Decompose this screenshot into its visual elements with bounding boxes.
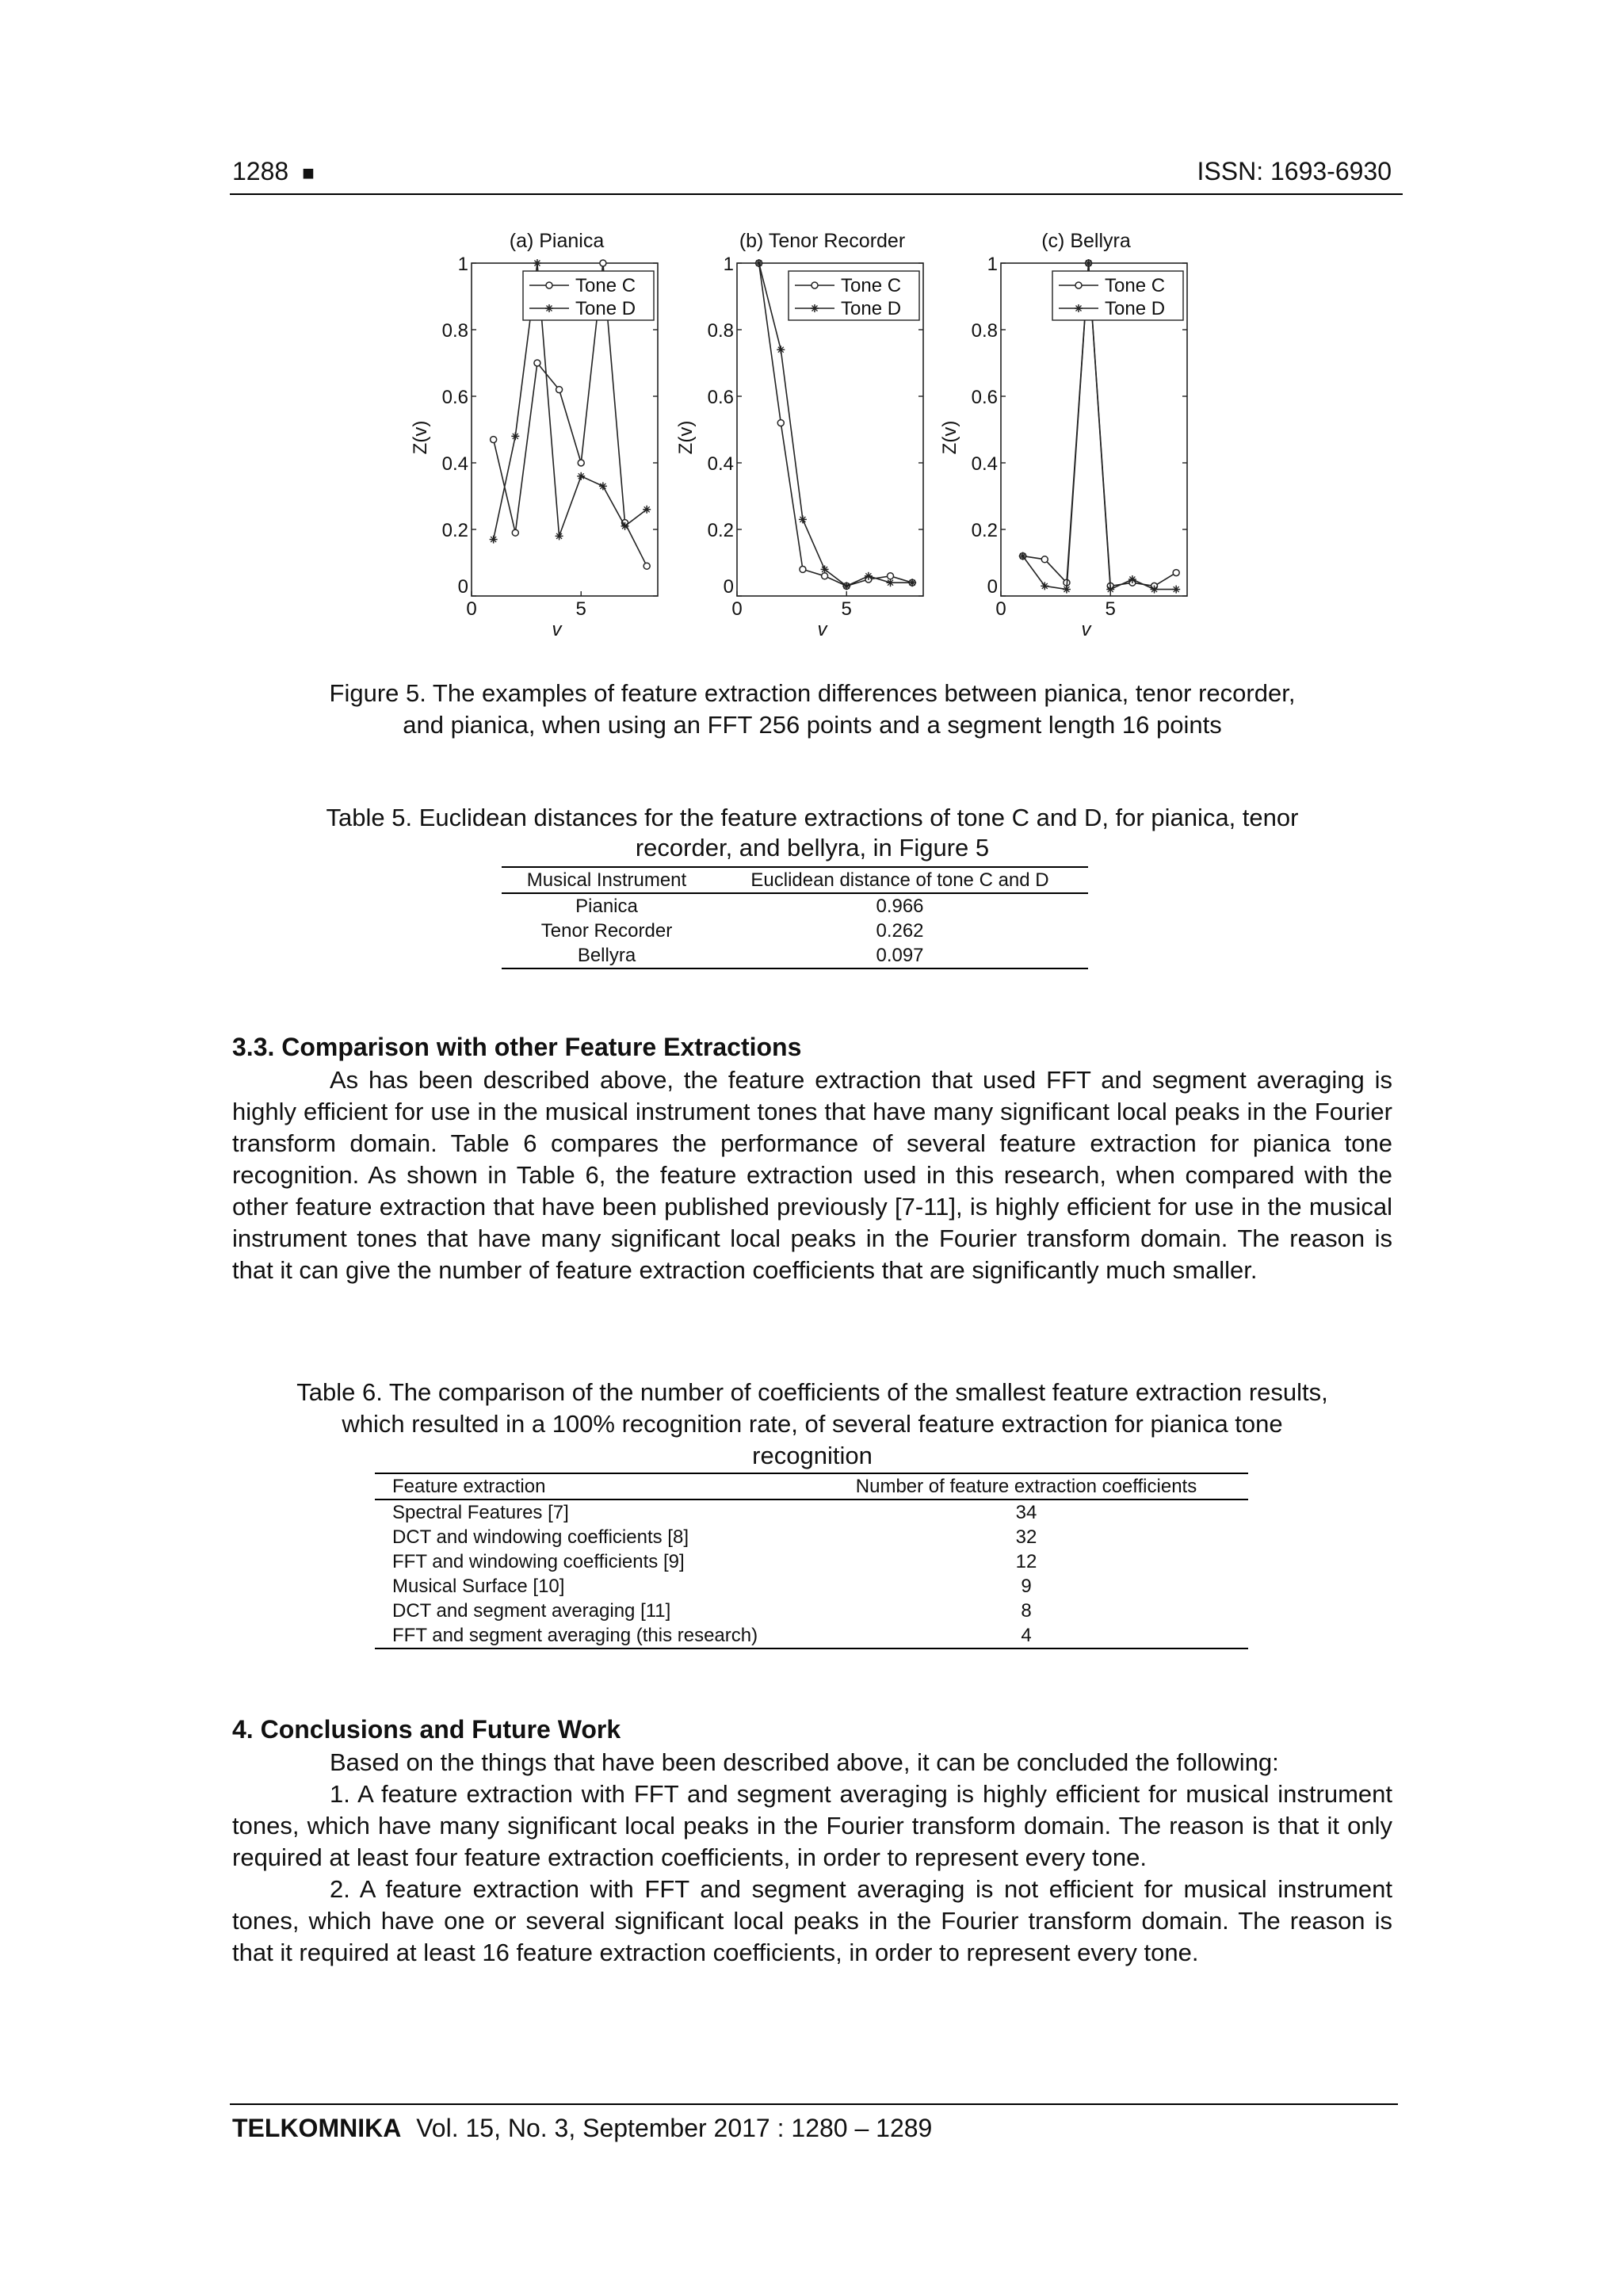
header-square-icon: ■ bbox=[302, 161, 315, 185]
table-row bbox=[502, 919, 1088, 943]
y-tick-label: 0 bbox=[457, 576, 468, 598]
data-point bbox=[533, 259, 541, 267]
chart-title: (a) Pianica bbox=[509, 230, 605, 252]
conclusion-item-2: 2. A feature extraction with FFT and segment averaging is not efficient for musical instrument tones, which have one or several significant local peaks in the Fourier transform domain. The reason is that it required at least 16 feature extraction coefficients, in order to represent every tone. bbox=[232, 1875, 1392, 1966]
y-tick-label: 0.6 bbox=[707, 387, 734, 408]
legend-label: Tone D bbox=[575, 298, 636, 319]
table-cell: 34 bbox=[1015, 1502, 1037, 1523]
y-tick-label: 0.8 bbox=[971, 320, 998, 342]
chart-svg bbox=[941, 226, 1203, 654]
footer-citation: Vol. 15, No. 3, September 2017 : 1280 – 1289 bbox=[416, 2114, 933, 2142]
data-point bbox=[1041, 556, 1048, 563]
data-point bbox=[1172, 586, 1180, 594]
y-axis-label: Z(v) bbox=[939, 420, 960, 455]
x-tick-label: 5 bbox=[1105, 598, 1116, 620]
table-6 bbox=[375, 1473, 1248, 1649]
x-axis-label: v bbox=[1081, 619, 1091, 640]
data-point bbox=[491, 437, 497, 443]
table-row bbox=[502, 943, 1088, 968]
issn: ISSN: 1693-6930 bbox=[1197, 157, 1392, 185]
data-point bbox=[556, 532, 563, 540]
table-row bbox=[375, 1549, 1248, 1574]
x-tick-label: 0 bbox=[731, 598, 743, 620]
y-tick-label: 1 bbox=[457, 254, 468, 275]
chart-svg bbox=[675, 226, 939, 654]
data-point bbox=[799, 515, 807, 523]
x-axis-label: v bbox=[552, 619, 562, 640]
table-header: Number of feature extraction coefficients bbox=[855, 1476, 1197, 1497]
y-tick-label: 0.4 bbox=[441, 453, 468, 475]
legend-label: Tone D bbox=[841, 298, 902, 319]
footer bbox=[232, 2114, 932, 2143]
data-point bbox=[777, 420, 784, 426]
y-tick-label: 0.6 bbox=[441, 387, 468, 408]
y-tick-label: 0.2 bbox=[441, 520, 468, 541]
table-5-caption: Table 5. Euclidean distances for the feature extractions of tone C and D, for pianica, tenor recorder, and bellyra, in Figure 5 bbox=[326, 804, 1299, 861]
y-tick-label: 1 bbox=[723, 254, 734, 275]
table-row bbox=[375, 1623, 1248, 1648]
table-cell: 0.097 bbox=[876, 945, 924, 966]
chart-pianica bbox=[412, 226, 674, 658]
legend bbox=[1052, 271, 1183, 320]
legend-label: Tone C bbox=[575, 275, 636, 296]
table-cell: DCT and segment averaging [11] bbox=[392, 1600, 671, 1622]
header-rule bbox=[230, 193, 1403, 195]
data-point bbox=[643, 506, 651, 514]
data-point bbox=[490, 536, 498, 544]
section-3-3-heading: 3.3. Comparison with other Feature Extractions bbox=[232, 1033, 802, 1061]
y-tick-label: 0.4 bbox=[971, 453, 998, 475]
data-point bbox=[556, 387, 563, 393]
x-tick-label: 0 bbox=[995, 598, 1006, 620]
page-number: 1288 ■ bbox=[232, 157, 315, 185]
data-point bbox=[577, 472, 585, 480]
chart-title: (b) Tenor Recorder bbox=[739, 230, 906, 252]
table-header-row bbox=[375, 1473, 1248, 1499]
table-header: Feature extraction bbox=[392, 1476, 546, 1497]
chart-tenor-recorder bbox=[675, 226, 939, 658]
legend-label: Tone C bbox=[1105, 275, 1166, 296]
legend bbox=[523, 271, 654, 320]
chart-title: (c) Bellyra bbox=[1041, 230, 1131, 252]
section-3-3-body: As has been described above, the feature extraction that used FFT and segment averaging is highly efficient for use in the musical instrument tones that have many significant local peaks in the Fourier transform domain. Table 6 compares the performance of several feature extraction for pianica tone recognition. As shown in Table 6, the feature extraction used in this research, when compared with the other feature extraction that have been published previously [7-11], is highly efficient for use in the musical instrument tones that have many significant local peaks in the Fourier transform domain. The reason is that it can give the number of feature extraction coefficients that are significantly much smaller. bbox=[232, 1066, 1392, 1284]
table-cell: Spectral Features [7] bbox=[392, 1502, 569, 1523]
table-cell: 32 bbox=[1015, 1526, 1037, 1548]
figure-5 bbox=[412, 226, 1228, 654]
data-point bbox=[1063, 586, 1071, 594]
legend-marker bbox=[546, 282, 552, 288]
y-tick-label: 0.8 bbox=[441, 320, 468, 342]
table-cell: 4 bbox=[1021, 1625, 1032, 1646]
y-axis-label: Z(v) bbox=[410, 420, 431, 455]
table-6-caption: Table 6. The comparison of the number of coefficients of the smallest feature extraction results, which resulted in a 100% recognition rate, of several feature extraction for pianica tone recognition bbox=[296, 1378, 1328, 1469]
data-point bbox=[512, 529, 518, 536]
table-cell: FFT and segment averaging (this research) bbox=[392, 1625, 758, 1646]
section-4-intro: Based on the things that have been described above, it can be concluded the following: bbox=[330, 1748, 1279, 1776]
y-tick-label: 0.8 bbox=[707, 320, 734, 342]
y-tick-label: 0.2 bbox=[971, 520, 998, 541]
table-row bbox=[375, 1574, 1248, 1599]
figure-5-caption: Figure 5. The examples of feature extraction differences between pianica, tenor recorder, and pianica, when using an FFT 256 points and a segment length 16 points bbox=[329, 679, 1296, 739]
table-cell: Musical Surface [10] bbox=[392, 1576, 565, 1597]
chart-svg bbox=[412, 226, 674, 654]
table-5 bbox=[502, 866, 1088, 969]
data-point bbox=[777, 346, 785, 353]
legend-label: Tone D bbox=[1105, 298, 1166, 319]
y-tick-label: 1 bbox=[987, 254, 998, 275]
x-tick-label: 5 bbox=[841, 598, 852, 620]
y-tick-label: 0.2 bbox=[707, 520, 734, 541]
data-point bbox=[1173, 570, 1179, 576]
table-cell: FFT and windowing coefficients [9] bbox=[392, 1551, 685, 1572]
legend bbox=[789, 271, 919, 320]
table-cell: 0.966 bbox=[876, 896, 924, 917]
table-cell: Bellyra bbox=[577, 945, 636, 966]
data-point bbox=[800, 566, 806, 572]
table-cell: Tenor Recorder bbox=[540, 920, 673, 942]
data-point bbox=[534, 360, 540, 366]
table-header: Euclidean distance of tone C and D bbox=[750, 869, 1049, 891]
data-point bbox=[842, 582, 850, 590]
data-point bbox=[755, 259, 763, 267]
table-row bbox=[375, 1599, 1248, 1623]
x-tick-label: 0 bbox=[466, 598, 477, 620]
data-point bbox=[643, 563, 650, 569]
footer-journal: TELKOMNIKA bbox=[232, 2114, 402, 2142]
section-4-heading: 4. Conclusions and Future Work bbox=[232, 1715, 621, 1744]
footer-rule bbox=[230, 2103, 1398, 2105]
chart-bellyra bbox=[941, 226, 1203, 658]
legend-marker bbox=[812, 282, 818, 288]
data-point bbox=[822, 573, 828, 579]
y-tick-label: 0 bbox=[723, 576, 734, 598]
data-point bbox=[908, 579, 916, 586]
conclusion-item-1: 1. A feature extraction with FFT and segment averaging is highly efficient for musical instrument tones, which have many significant local peaks in the Fourier transform domain. The reason is that it only required at least four feature extraction coefficients, in order to represent every tone. bbox=[232, 1780, 1392, 1871]
y-tick-label: 0 bbox=[987, 576, 998, 598]
table-cell: 0.262 bbox=[876, 920, 924, 942]
data-point bbox=[599, 482, 607, 490]
y-axis-label: Z(v) bbox=[675, 420, 697, 455]
legend-label: Tone C bbox=[841, 275, 902, 296]
table-header: Musical Instrument bbox=[526, 869, 687, 891]
table-row bbox=[375, 1525, 1248, 1549]
data-point bbox=[888, 573, 894, 579]
x-tick-label: 5 bbox=[575, 598, 586, 620]
table-row bbox=[375, 1499, 1248, 1525]
table-cell: 12 bbox=[1015, 1551, 1037, 1572]
x-axis-label: v bbox=[817, 619, 827, 640]
data-point bbox=[1085, 259, 1093, 267]
data-point bbox=[578, 460, 584, 466]
table-row bbox=[502, 893, 1088, 919]
section-4-body bbox=[232, 1747, 1392, 1969]
y-tick-label: 0.6 bbox=[971, 387, 998, 408]
table-cell: 8 bbox=[1021, 1600, 1032, 1622]
data-point bbox=[600, 260, 606, 266]
data-point bbox=[511, 432, 519, 440]
legend-marker bbox=[1075, 282, 1082, 288]
y-tick-label: 0.4 bbox=[707, 453, 734, 475]
data-point bbox=[621, 522, 629, 530]
table-cell: DCT and windowing coefficients [8] bbox=[392, 1526, 689, 1548]
data-point bbox=[887, 579, 895, 586]
table-cell: 9 bbox=[1021, 1576, 1032, 1597]
table-cell: Pianica bbox=[575, 896, 638, 917]
table-header-row bbox=[502, 867, 1088, 893]
